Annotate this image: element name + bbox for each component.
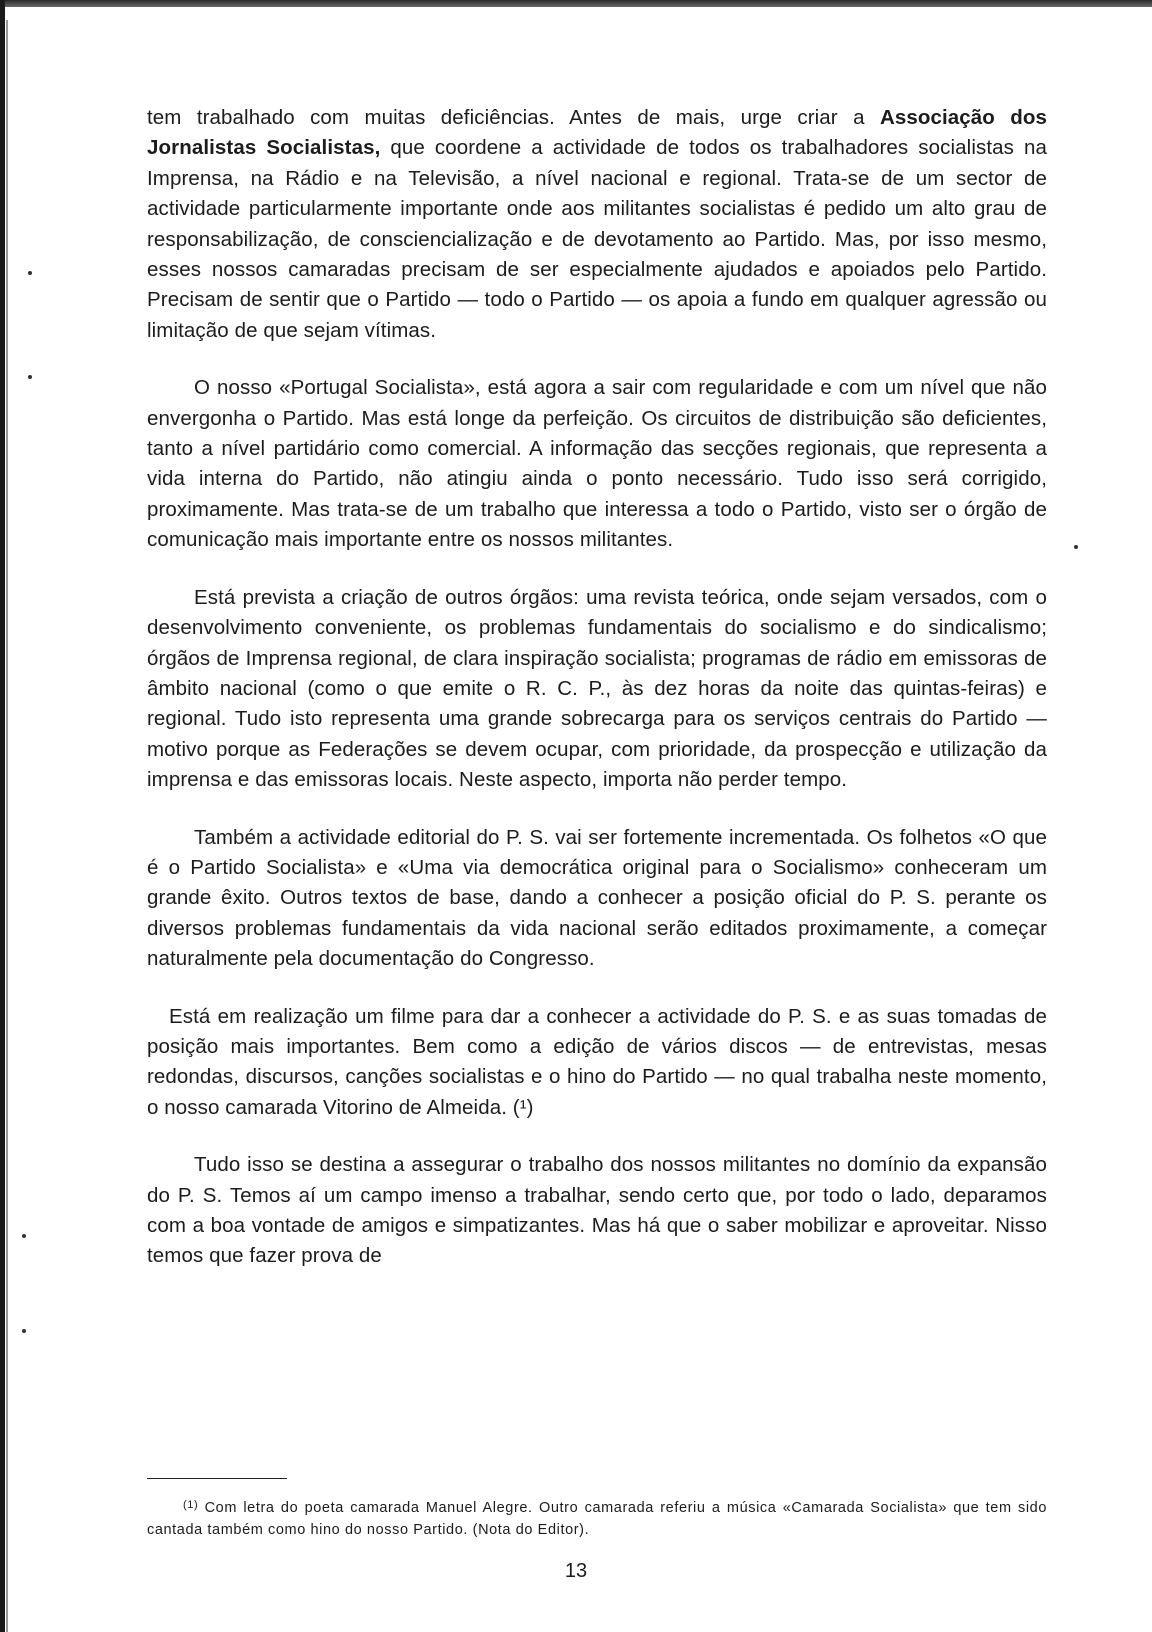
scan-speck [28, 271, 32, 275]
paragraph [147, 1002, 1047, 1124]
bold-text-run: Associação dos Jornalistas Socialistas, [147, 106, 1047, 160]
text-run: Também a actividade editorial do P. S. vai ser fortemente incrementada. Os folhetos «O que é o Partido Socialista» e «Uma via democrática original para o Socialismo» conheceram um grande êxito. Outros textos de base, dando a conhecer a posição oficial do P. S. perante os diversos problemas fundamentais da vida nacional serão editados proximamente, a começar naturalmente pela documentação do Congresso. [147, 825, 1047, 971]
paragraph [147, 373, 1047, 555]
scan-speck [22, 1234, 26, 1238]
text-run: tem trabalhado com muitas deficiências. Antes de mais, urge criar a [147, 106, 880, 129]
scan-left-shadow [6, 20, 8, 1632]
document-body [147, 103, 1047, 1299]
paragraph [147, 823, 1047, 975]
text-run: Está em realização um filme para dar a conhecer a actividade do P. S. e as suas tomadas de posição mais importantes. Bem como a edição de vários discos — de entrevistas, mesas redondas, discursos, canções socialistas e o hino do Partido — no qual trabalha neste momento, o nosso camarada Vitorino de Almeida. (¹) [147, 1004, 1047, 1119]
text-run: que coordene a actividade de todos os trabalhadores socialistas na Imprensa, na Rádio e na Televisão, a nível nacional e regional. Trata-se de um sector de actividade particularmente importante onde aos militantes socialistas é pedido um alto grau de responsabilização, de consciencialização e de devotamento ao Partido. Mas, por isso mesmo, esses nossos camaradas precisam de ser especialmente ajudados e apoiados pelo Partido. Precisam de sentir que o Partido — todo o Partido — os apoia a fundo em qualquer agressão ou limitação de que sejam vítimas. [147, 136, 1047, 342]
text-run: Está prevista a criação de outros órgãos: uma revista teórica, onde sejam versados, com o desenvolvimento conveniente, os problemas fundamentais do socialismo e do sindicalismo; órgãos de Imprensa regional, de clara inspiração socialista; programas de rádio em emissoras de âmbito nacional (como o que emite o R. C. P., às dez horas da noite das quintas-feiras) e regional. Tudo isto representa uma grande sobrecarga para os serviços centrais do Partido — motivo porque as Federações se devem ocupar, com prioridade, da prospecção e utilização da imprensa e das emissoras locais. Neste aspecto, importa não perder tempo. [147, 585, 1047, 792]
footnote-text: Com letra do poeta camarada Manuel Alegre. Outro camarada referiu a música «Camarada Socialista» que tem sido cantada também como hino do nosso Partido. (Nota do Editor). [147, 1500, 1047, 1538]
paragraph [147, 1150, 1047, 1272]
paragraph [147, 103, 1047, 346]
scan-speck [28, 375, 32, 379]
scan-speck [1074, 545, 1078, 549]
scan-top-edge [0, 0, 1152, 7]
footnote-marker: (1) [183, 1499, 199, 1511]
footnote [147, 1494, 1047, 1541]
footnote-separator [147, 1478, 287, 1479]
text-run: Tudo isso se destina a assegurar o trabalho dos nossos militantes no domínio da expansão do P. S. Temos aí um campo imenso a trabalhar, sendo certo que, por todo o lado, deparamos com a boa vontade de amigos e simpatizantes. Mas há que o saber mobilizar e aproveitar. Nisso temos que fazer prova de [147, 1153, 1047, 1268]
text-run: O nosso «Portugal Socialista», está agora a sair com regularidade e com um nível que não envergonha o Partido. Mas está longe da perfeição. Os circuitos de distribuição são deficientes, tanto a nível partidário como comercial. A informação das secções regionais, que representa a vida interna do Partido, não atingiu ainda o ponto necessário. Tudo isso será corrigido, proximamente. Mas trata-se de um trabalho que interessa a todo o Partido, visto ser o órgão de comunicação mais importante entre os nossos militantes. [147, 376, 1047, 552]
scan-left-edge [0, 0, 5, 1632]
page-number: 13 [564, 1560, 588, 1582]
scan-speck [22, 1329, 26, 1333]
paragraph [147, 583, 1047, 796]
